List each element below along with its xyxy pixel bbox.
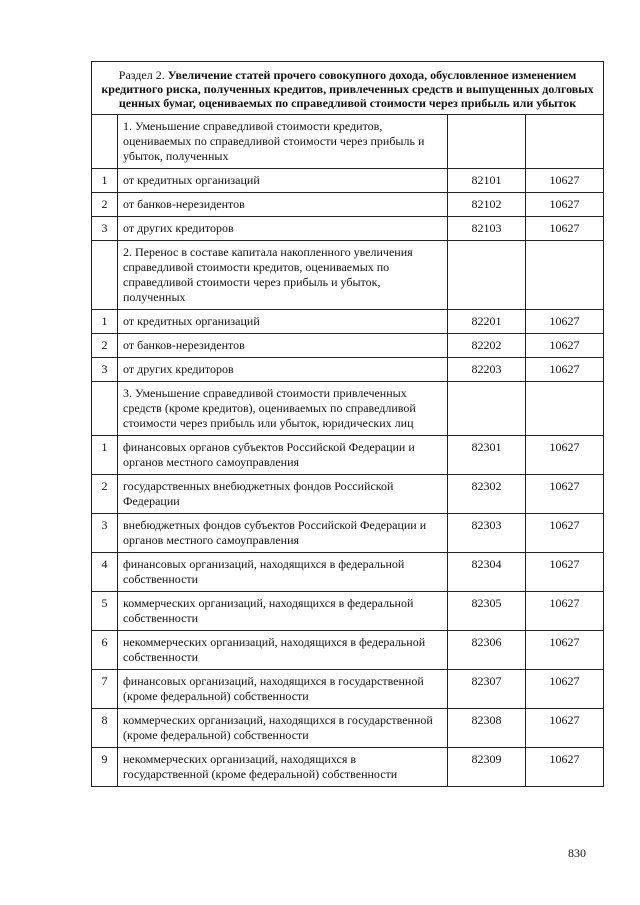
- page-number: 830: [568, 846, 586, 860]
- row-text-cell: коммерческих организаций, находящихся в государственной (кроме федеральной) собственности: [118, 709, 448, 748]
- table-row: [92, 475, 604, 514]
- section-prefix: Раздел 2.: [118, 68, 165, 82]
- row-number-cell: 3: [92, 358, 118, 382]
- article-code-cell: 10627: [526, 553, 604, 592]
- section-title: Увеличение статей прочего совокупного дохода, обусловленное изменением кредитного риска, полученных кредитов, привлеченных средств и выпущенных долговых ценных бумаг, оцениваемых по справедливой стоимости через прибыль или убыток: [101, 68, 594, 110]
- account-code-cell: 82301: [448, 436, 526, 475]
- article-code-cell: 10627: [526, 514, 604, 553]
- row-text-cell: финансовых организаций, находящихся в государственной (кроме федеральной) собственности: [118, 670, 448, 709]
- row-number-cell: 3: [92, 217, 118, 241]
- row-number-cell: 8: [92, 709, 118, 748]
- row-text-cell: от кредитных организаций: [118, 310, 448, 334]
- account-code-cell: 82202: [448, 334, 526, 358]
- table-row: [92, 514, 604, 553]
- row-text-cell: финансовых организаций, находящихся в федеральной собственности: [118, 553, 448, 592]
- group-title-cell: 3. Уменьшение справедливой стоимости привлеченных средств (кроме кредитов), оцениваемых по справедливой стоимости через прибыль или убыток, юридических лиц: [118, 382, 448, 436]
- article-code-cell: [526, 115, 604, 169]
- article-code-cell: 10627: [526, 631, 604, 670]
- row-number-cell: [92, 382, 118, 436]
- table-row: [92, 748, 604, 787]
- section-header-row: [92, 62, 604, 115]
- article-code-cell: 10627: [526, 436, 604, 475]
- row-text-cell: от банков-нерезидентов: [118, 334, 448, 358]
- table-row: [92, 217, 604, 241]
- table-row: [92, 553, 604, 592]
- article-code-cell: 10627: [526, 709, 604, 748]
- group-row: [92, 241, 604, 310]
- article-code-cell: [526, 241, 604, 310]
- account-code-cell: 82306: [448, 631, 526, 670]
- group-row: [92, 382, 604, 436]
- table-row: [92, 334, 604, 358]
- row-number-cell: 1: [92, 310, 118, 334]
- table-row: [92, 670, 604, 709]
- account-code-cell: 82101: [448, 169, 526, 193]
- row-number-cell: 1: [92, 436, 118, 475]
- row-text-cell: от кредитных организаций: [118, 169, 448, 193]
- table-row: [92, 310, 604, 334]
- group-title-cell: 2. Перенос в составе капитала накопленного увеличения справедливой стоимости кредитов, оцениваемых по справедливой стоимости через прибыль и убыток, полученных: [118, 241, 448, 310]
- account-code-cell: 82302: [448, 475, 526, 514]
- section-header-cell: [92, 62, 604, 115]
- row-text-cell: от других кредиторов: [118, 358, 448, 382]
- table-row: [92, 358, 604, 382]
- article-code-cell: 10627: [526, 334, 604, 358]
- account-code-cell: 82305: [448, 592, 526, 631]
- table-row: [92, 592, 604, 631]
- row-number-cell: 2: [92, 475, 118, 514]
- table-row: [92, 169, 604, 193]
- row-text-cell: внебюджетных фондов субъектов Российской Федерации и органов местного самоуправления: [118, 514, 448, 553]
- account-code-cell: [448, 382, 526, 436]
- account-code-cell: 82308: [448, 709, 526, 748]
- row-text-cell: от банков-нерезидентов: [118, 193, 448, 217]
- row-number-cell: 4: [92, 553, 118, 592]
- account-code-cell: 82304: [448, 553, 526, 592]
- row-number-cell: 2: [92, 334, 118, 358]
- row-number-cell: 1: [92, 169, 118, 193]
- row-text-cell: государственных внебюджетных фондов Российской Федерации: [118, 475, 448, 514]
- row-number-cell: 2: [92, 193, 118, 217]
- document-table: [91, 61, 604, 787]
- row-text-cell: некоммерческих организаций, находящихся в государственной (кроме федеральной) собственности: [118, 748, 448, 787]
- row-number-cell: 6: [92, 631, 118, 670]
- account-code-cell: 82102: [448, 193, 526, 217]
- article-code-cell: 10627: [526, 169, 604, 193]
- row-number-cell: 9: [92, 748, 118, 787]
- article-code-cell: 10627: [526, 475, 604, 514]
- row-text-cell: коммерческих организаций, находящихся в федеральной собственности: [118, 592, 448, 631]
- row-number-cell: [92, 115, 118, 169]
- table-row: [92, 709, 604, 748]
- article-code-cell: 10627: [526, 592, 604, 631]
- account-code-cell: 82201: [448, 310, 526, 334]
- article-code-cell: [526, 382, 604, 436]
- account-code-cell: 82203: [448, 358, 526, 382]
- row-text-cell: финансовых органов субъектов Российской Федерации и органов местного самоуправления: [118, 436, 448, 475]
- group-title-cell: 1. Уменьшение справедливой стоимости кредитов, оцениваемых по справедливой стоимости через прибыль и убыток, полученных: [118, 115, 448, 169]
- row-text-cell: некоммерческих организаций, находящихся в федеральной собственности: [118, 631, 448, 670]
- article-code-cell: 10627: [526, 358, 604, 382]
- table-row: [92, 631, 604, 670]
- article-code-cell: 10627: [526, 193, 604, 217]
- account-code-cell: [448, 115, 526, 169]
- row-number-cell: 7: [92, 670, 118, 709]
- group-row: [92, 115, 604, 169]
- article-code-cell: 10627: [526, 310, 604, 334]
- row-number-cell: [92, 241, 118, 310]
- row-text-cell: от других кредиторов: [118, 217, 448, 241]
- table-row: [92, 193, 604, 217]
- article-code-cell: 10627: [526, 748, 604, 787]
- account-code-cell: 82103: [448, 217, 526, 241]
- account-code-cell: [448, 241, 526, 310]
- account-code-cell: 82303: [448, 514, 526, 553]
- account-code-cell: 82307: [448, 670, 526, 709]
- row-number-cell: 3: [92, 514, 118, 553]
- article-code-cell: 10627: [526, 217, 604, 241]
- row-number-cell: 5: [92, 592, 118, 631]
- table-body: [92, 62, 604, 787]
- account-code-cell: 82309: [448, 748, 526, 787]
- table-row: [92, 436, 604, 475]
- article-code-cell: 10627: [526, 670, 604, 709]
